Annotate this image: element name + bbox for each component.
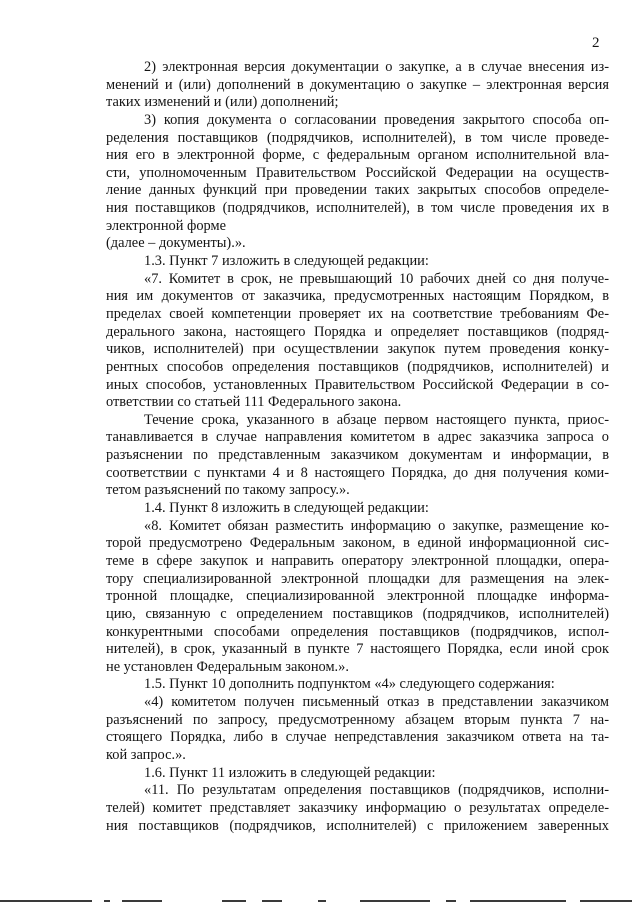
text-line: Течение срока, указанного в абзаце первом настоящего пункта, приос- [144, 411, 609, 428]
text-line: таких изменений и (или) дополнений; [106, 94, 339, 111]
text-line: телей) комитет представляет заказчику информацию о результатах определе- [106, 799, 609, 816]
scan-bottom-edge [0, 898, 632, 905]
text-line: 2) электронная версия документации о закупке, а в случае внесения из- [144, 59, 609, 75]
text-line: тронной площадке, специализированной электронной площадке информа- [106, 588, 609, 605]
text-line: «7. Комитет в срок, не превышающий 10 рабочих дней со дня получе- [144, 270, 609, 287]
text-line: 1.3. Пункт 7 изложить в следующей редакции: [144, 253, 429, 270]
text-line: тору специализированной электронной площадки для размещения на элек- [106, 570, 609, 587]
text-line: нителей), в срок, указанный в пункте 7 настоящего Порядка, если иной срок [106, 641, 609, 658]
text-line: тетом разъяснений по такому запросу.». [106, 482, 350, 499]
text-line: дерального закона, настоящего Порядка и определяет поставщиков (подряд- [106, 323, 609, 340]
text-line: разъяснении по представленным заказчиком документам и информации, в [106, 447, 609, 464]
text-line: цию, связанную с определением поставщиков (подрядчиков, исполнителей) [106, 605, 609, 622]
text-line: чиков, исполнителей) при осуществлении закупок путем проведения конку- [106, 341, 609, 358]
text-line: ответствии со статьей 111 Федерального закона. [106, 394, 402, 411]
text-line: 1.4. Пункт 8 изложить в следующей редакции: [144, 500, 429, 517]
text-line: рентных способов определения поставщиков (подрядчиков, исполнителей) и [106, 358, 609, 375]
text-line: ния его в электронной форме, с федеральным органом исполнительной вла- [106, 147, 609, 164]
text-line: «8. Комитет обязан разместить информацию о закупке, размещение ко- [144, 517, 609, 534]
document-body [106, 59, 609, 835]
text-line: кой запрос.». [106, 746, 186, 763]
text-line: менений и (или) дополнений в документацию о закупке – электронная версия [106, 76, 609, 93]
text-line: (далее – документы).». [106, 235, 246, 252]
text-line: 3) копия документа о согласовании проведения закрытого способа оп- [144, 111, 609, 128]
text-line: 1.5. Пункт 10 дополнить подпунктом «4» следующего содержания: [144, 676, 555, 693]
text-line: «4) комитетом получен письменный отказ в представлении заказчиком [144, 694, 609, 711]
text-line: конкурентными способами определения поставщиков (подрядчиков, испол- [106, 623, 609, 640]
text-line: ределения поставщиков (подрядчиков, исполнителей), в том числе проведе- [106, 129, 609, 146]
text-line: не установлен Федеральным законом.». [106, 658, 349, 675]
text-line: пределах своей компетенции проверяет их на соответствие требованиям Фе- [106, 305, 609, 322]
text-line: разъяснений по запросу, предусмотренному абзацем вторым пункта 7 на- [106, 711, 609, 728]
text-line: ния поставщиков (подрядчиков, исполнителей) с приложением заверенных [106, 817, 609, 834]
text-line: ния им документов от заказчика, предусмотренных настоящим Порядком, в [106, 288, 609, 305]
text-line: ление данных функций при проведении таких закрытых способов определе- [106, 182, 609, 199]
text-line: соответствии с пунктами 4 и 8 настоящего Порядка, до дня получения коми- [106, 464, 609, 481]
page-number: 2 [592, 35, 600, 51]
text-line: «11. По результатам определения поставщиков (подрядчиков, исполни- [144, 782, 609, 799]
text-line: стоящего Порядка, либо в случае непредставления заказчиком ответа на та- [106, 729, 609, 746]
text-line: ния поставщиков (подрядчиков, исполнителей), в том числе проведения их в [106, 200, 609, 217]
text-line: иных способов, установленных Правительством Российской Федерации в со- [106, 376, 609, 393]
text-line: электронной форме [106, 217, 227, 234]
text-line: торой предусмотрено Федеральным законом, в единой информационной сис- [106, 535, 609, 552]
text-line: теме в сфере закупок и направить оператору электронной площадки, опера- [106, 552, 609, 569]
text-line: танавливается в случае направления комитетом в адрес заказчика запроса о [106, 429, 609, 446]
text-line: 1.6. Пункт 11 изложить в следующей редакции: [144, 764, 436, 781]
text-line: сти, уполномоченным Правительством Российской Федерации на осуществ- [106, 164, 609, 181]
